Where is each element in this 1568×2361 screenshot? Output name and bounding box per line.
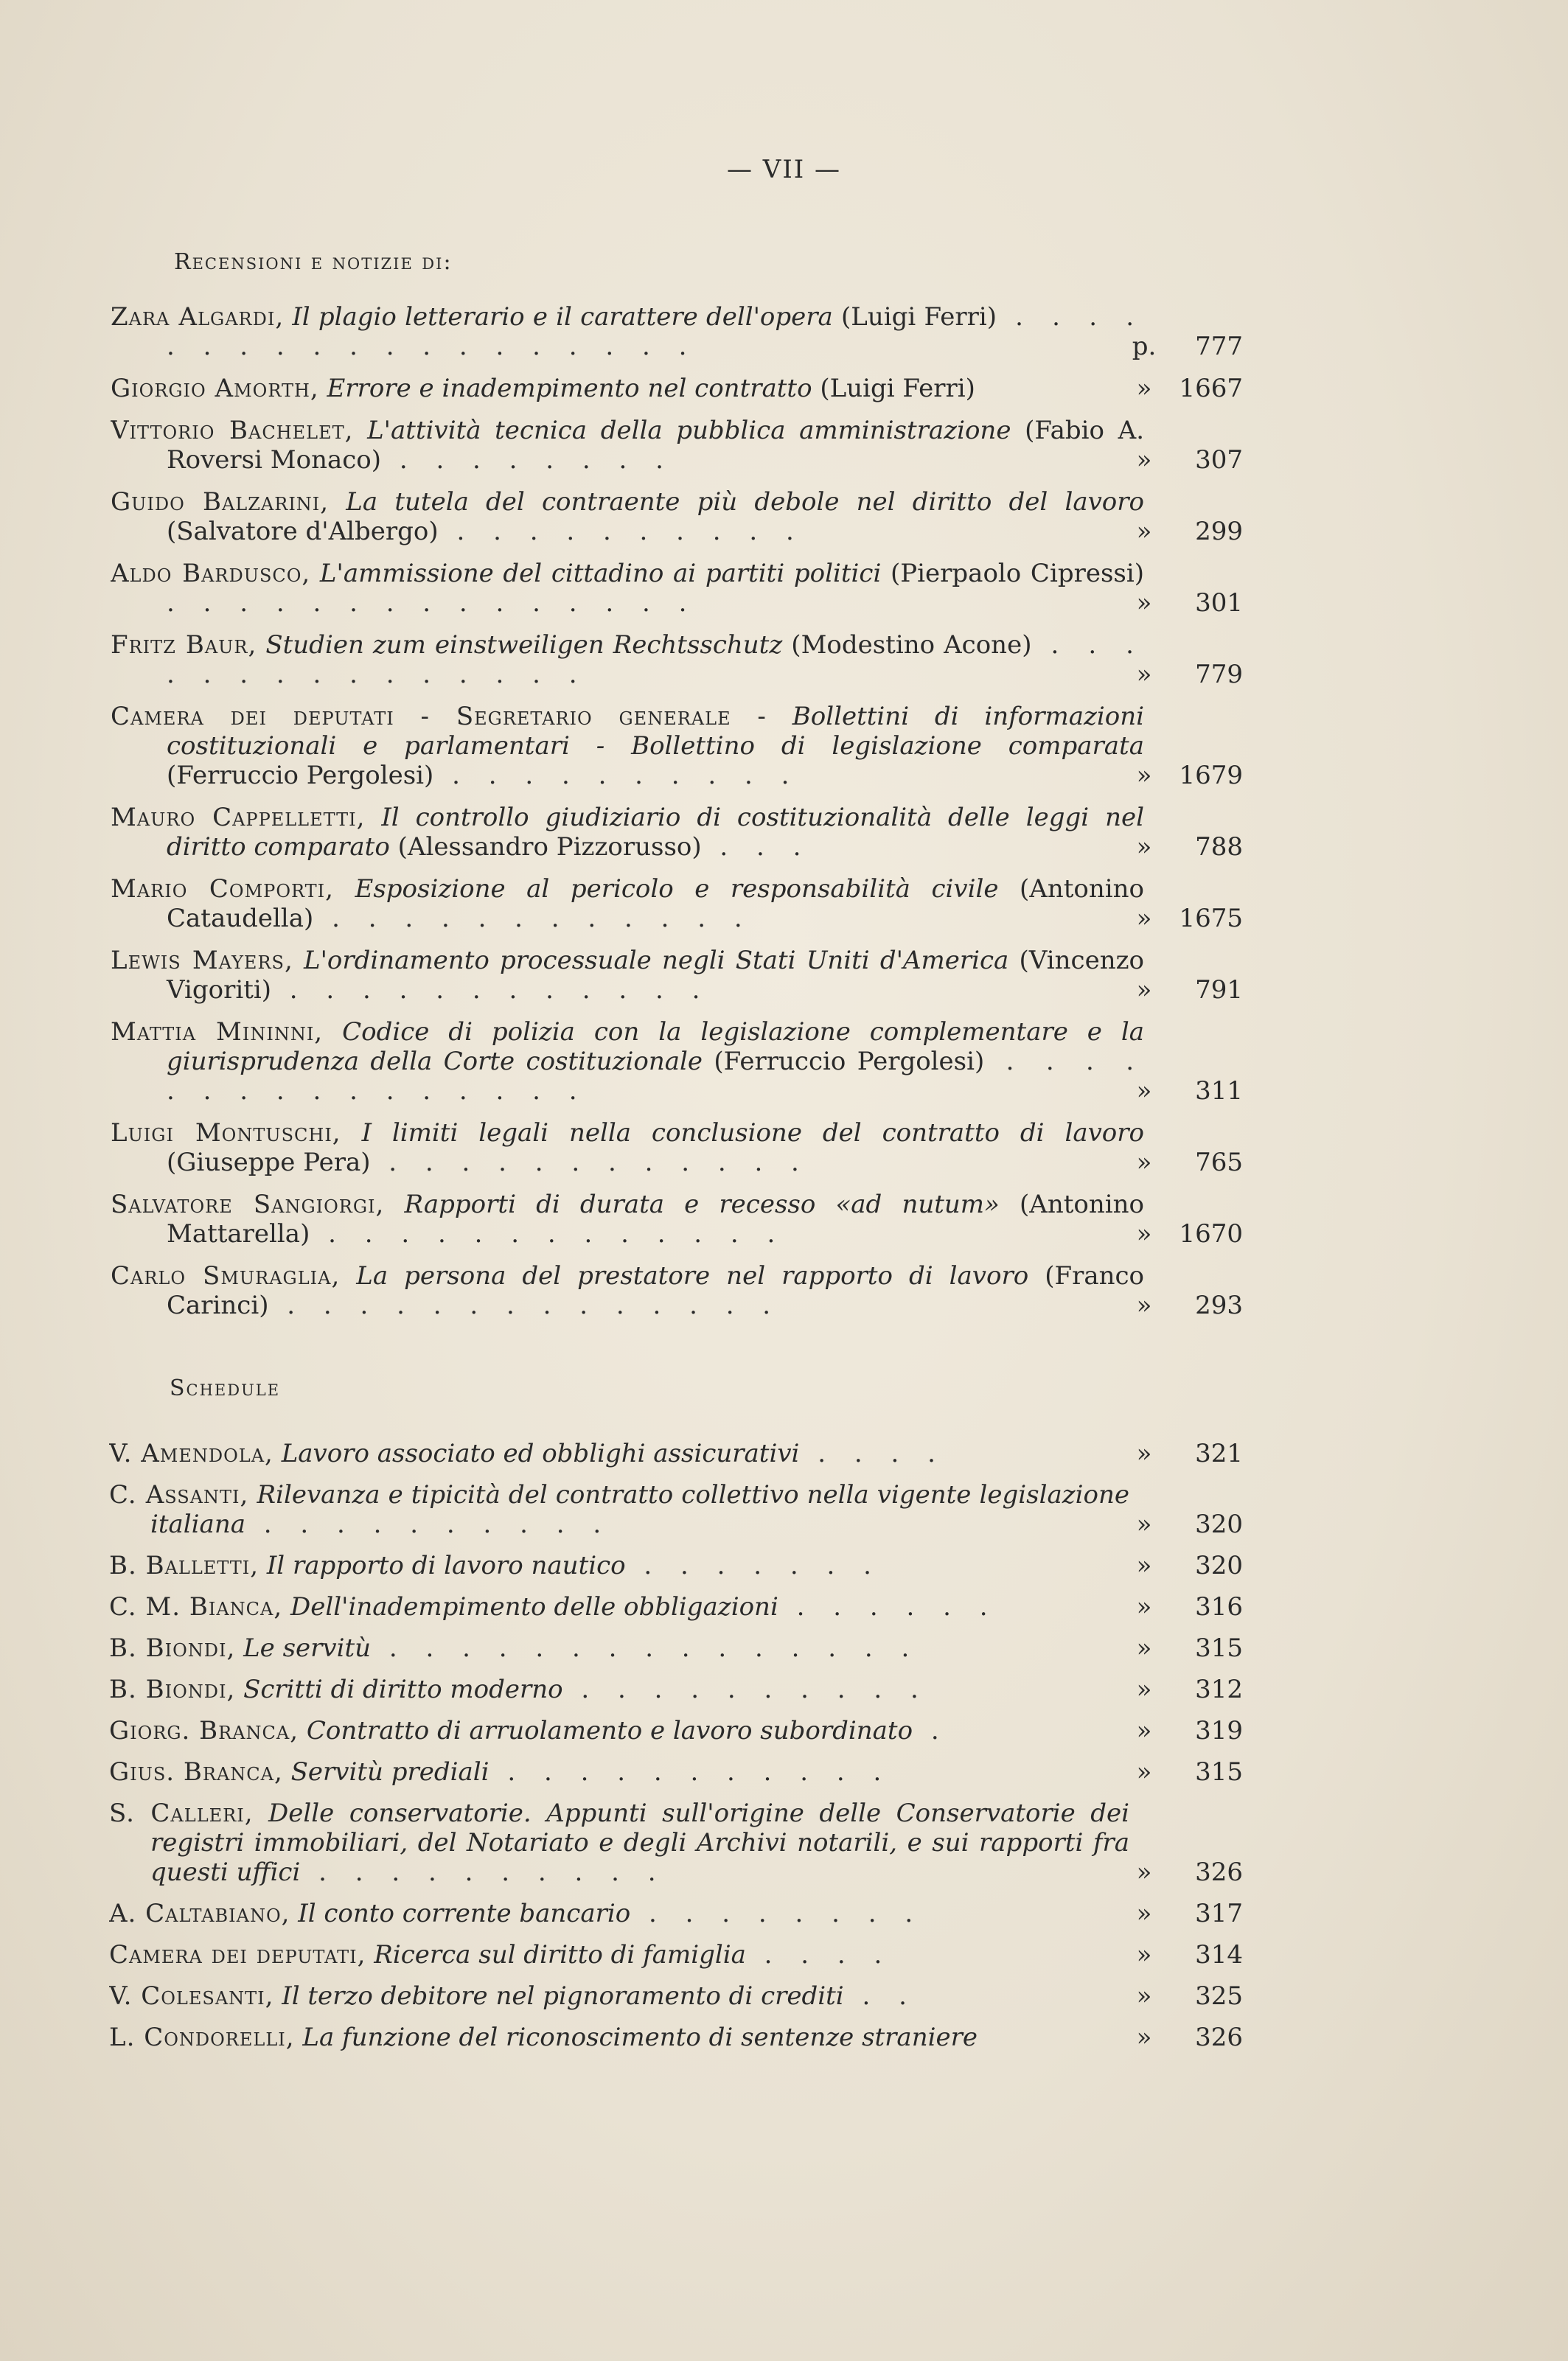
section-title-recensioni: Recensioni e notizie di: [174,249,453,275]
toc-entry [0,1757,1568,1787]
page-number: 314 [1195,1940,1243,1970]
entry-text [111,946,1144,1005]
entry-title: Servitù prediali [290,1757,489,1787]
toc-entry [0,874,1568,933]
toc-entry [0,559,1568,618]
page-prefix: » [1136,975,1152,1005]
entry-text [109,1551,1129,1580]
section-title-schedule: Schedule [170,1375,281,1401]
dot-leader: . . . . . . . . . . [300,1858,666,1887]
entry-title: Bollettini di informazioni costituzionali e parlamentari - Bollettino di legislazione comparata [167,702,1144,761]
entry-text [111,374,1144,403]
entry-text [111,416,1144,475]
toc-entry [0,1551,1568,1580]
entry-reviewer: (Fabio A. Roversi Monaco) [167,416,1144,475]
toc-entry [0,1633,1568,1663]
entry-text [111,874,1144,933]
dot-leader: . . . . . . . . . . [433,761,800,790]
page-number: 765 [1195,1148,1243,1177]
entry-reviewer: (Franco Carinci) [167,1261,1144,1320]
entry-title: Il rapporto di lavoro nautico [266,1551,626,1580]
dot-leader: . . . . . . . . . . . . . . [268,1291,781,1320]
entry-title: Le servitù [243,1633,372,1663]
entry-title: La tutela del contraente più debole nel diritto del lavoro [346,487,1144,517]
entry-title: Rilevanza e tipicità del contratto collettivo nella vigente legislazione italiana [150,1480,1129,1539]
entry-title: Codice di polizia con la legislazione complementare e la giurisprudenza della Corte costituzionale [167,1017,1144,1076]
page-prefix: » [1136,588,1152,618]
toc-entry [0,487,1568,546]
entry-title: Ricerca sul diritto di famiglia [374,1940,746,1970]
page-number: 320 [1195,1551,1243,1580]
page-number: 316 [1195,1592,1243,1622]
entry-title: Il controllo giudiziario di costituzionalità delle leggi nel diritto comparato [167,803,1144,862]
page-prefix: » [1136,1076,1152,1106]
dot-leader: . . . . . . . . [381,445,674,475]
page-prefix: » [1136,1716,1152,1746]
page-prefix: » [1136,832,1152,862]
page-number: 1679 [1179,761,1243,790]
dot-leader: . . . . . . . . . . . . . . . . [167,1047,1144,1106]
entry-title: Dell'inadempimento delle obbligazioni [290,1592,778,1622]
page-number: 777 [1195,332,1243,361]
entry-title: Lavoro associato ed obblighi assicurativi [281,1439,800,1468]
entry-author: B. Balletti, [109,1551,259,1580]
page-number: 1675 [1179,904,1243,933]
page-prefix: » [1136,1291,1152,1320]
dot-leader: . . . . [745,1940,893,1970]
page-number: 326 [1195,2023,1243,2052]
entry-title: L'attività tecnica della pubblica amministrazione [367,416,1011,445]
entry-title: L'ammissione del cittadino ai partiti politici [319,559,882,588]
page-prefix: » [1136,904,1152,933]
toc-entry [0,2023,1568,2052]
page-prefix: » [1136,1510,1152,1539]
entry-text [111,1017,1144,1106]
page-number: 319 [1195,1716,1243,1746]
page-number: 321 [1195,1439,1243,1468]
page-number: 1667 [1179,374,1243,403]
entry-author: Camera dei deputati - Segretario generale - [111,702,767,731]
entry-text [109,1675,1129,1704]
dot-leader: . . . . . . . . . . . . . [310,1219,786,1249]
page-number: 317 [1195,1899,1243,1928]
entry-text [109,1716,1129,1746]
page-number: 791 [1195,975,1243,1005]
entry-reviewer: (Alessandro Pizzorusso) [389,832,702,862]
entry-reviewer: (Salvatore d'Albergo) [167,517,439,546]
toc-entry [0,1439,1568,1468]
entry-author: Giorgio Amorth, [111,374,319,403]
entry-text [111,302,1144,361]
entry-author: C. M. Bianca, [109,1592,283,1622]
entry-author: V. Colesanti, [109,1981,274,2011]
page-number: 299 [1195,517,1243,546]
dot-leader: . . . . . . . . . . . . . . . [167,630,1144,689]
entry-author: Fritz Baur, [111,630,257,660]
entry-author: Mauro Cappelletti, [111,803,366,832]
toc-entry [0,1899,1568,1928]
page-prefix: » [1136,1899,1152,1928]
toc-entry [0,1190,1568,1249]
toc-entry [0,1716,1568,1746]
entry-reviewer: (Antonino Cataudella) [167,874,1144,933]
page-number: 293 [1195,1291,1243,1320]
page-number: 315 [1195,1633,1243,1663]
page-number: 779 [1195,660,1243,689]
entry-title: Rapporti di durata e recesso «ad nutum» [404,1190,1000,1219]
entry-title: Delle conservatorie. Appunti sull'origine delle Conservatorie dei registri immobiliari, del Notariato e degli Archivi notarili, e sui rapporti fra questi uffici [150,1799,1129,1887]
entry-text [111,559,1144,618]
entry-author: V. Amendola, [109,1439,273,1468]
page-number-header: — VII — [726,155,842,184]
entry-reviewer: (Pierpaolo Cipressi) [881,559,1144,588]
entry-text [109,1439,1129,1468]
entry-reviewer: (Antonino Mattarella) [167,1190,1144,1249]
dot-leader: . . . . [799,1439,946,1468]
entry-text [111,487,1144,546]
toc-entry [0,946,1568,1005]
entry-title: Esposizione al pericolo e responsabilità civile [355,874,999,904]
page-prefix: » [1136,1981,1152,2011]
entry-title: Contratto di arruolamento e lavoro subordinato [306,1716,913,1746]
entry-text [109,2023,1129,2052]
toc-entry [0,630,1568,689]
entry-author: A. Caltabiano, [109,1899,290,1928]
entry-reviewer: (Luigi Ferri) [832,302,997,332]
entry-reviewer: (Giuseppe Pera) [167,1148,371,1177]
entry-author: Salvatore Sangiorgi, [111,1190,385,1219]
schedule-list [0,1439,1568,2064]
entry-title: Il terzo debitore nel pignoramento di crediti [282,1981,844,2011]
page-number: 1670 [1179,1219,1243,1249]
entry-author: S. Calleri, [109,1799,254,1828]
page-number: 326 [1195,1858,1243,1887]
entry-text [109,1799,1129,1887]
dot-leader: . . . . . . . . . . [438,517,804,546]
entry-author: Zara Algardi, [111,302,285,332]
toc-entry [0,1480,1568,1539]
entry-author: Giorg. Branca, [109,1716,299,1746]
dot-leader: . . . . . . . . . . . . [313,904,753,933]
entry-author: Luigi Montuschi, [111,1118,341,1148]
page-prefix: » [1136,761,1152,790]
toc-entry [0,1118,1568,1177]
page-prefix: » [1136,1633,1152,1663]
entry-author: Carlo Smuraglia, [111,1261,341,1291]
dot-leader: . . . . . . . . . . . . [271,975,711,1005]
dot-leader: . . . . . . . . . . . . . . . [167,588,697,618]
entry-reviewer: (Ferruccio Pergolesi) [703,1047,985,1076]
entry-author: C. Assanti, [109,1480,249,1510]
page-number: 312 [1195,1675,1243,1704]
page-prefix: » [1136,445,1152,475]
dot-leader: . . . . . . . . . . . [489,1757,892,1787]
entry-author: Guido Balzarini, [111,487,330,517]
page-prefix: » [1136,517,1152,546]
entry-title: Scritti di diritto moderno [243,1675,563,1704]
toc-entry [0,1675,1568,1704]
recensioni-list [0,302,1568,1333]
page-prefix: » [1136,374,1152,403]
entry-text [109,1899,1129,1928]
toc-entry [0,1017,1568,1106]
dot-leader: . . . . . . . . [630,1899,924,1928]
page-prefix: » [1136,1675,1152,1704]
entry-text [111,1261,1144,1320]
page-number: 301 [1195,588,1243,618]
toc-entry [0,1261,1568,1320]
entry-title: Errore e inadempimento nel contratto [327,374,812,403]
entry-reviewer: (Modestino Acone) [782,630,1032,660]
entry-title: La persona del prestatore nel rapporto di lavoro [356,1261,1029,1291]
entry-text [109,1633,1129,1663]
entry-title: La funzione del riconoscimento di sentenze straniere [302,2023,978,2052]
page-number: 315 [1195,1757,1243,1787]
page-prefix: » [1136,1757,1152,1787]
page-prefix: » [1136,1592,1152,1622]
entry-author: L. Condorelli, [109,2023,295,2052]
entry-text [109,1592,1129,1622]
page-prefix: » [1136,660,1152,689]
toc-entry [0,1592,1568,1622]
entry-reviewer: (Ferruccio Pergolesi) [167,761,434,790]
page-prefix: » [1136,2023,1152,2052]
page-number: 320 [1195,1510,1243,1539]
entry-title: Il plagio letterario e il carattere dell'opera [292,302,833,332]
entry-author: Camera dei deputati, [109,1940,366,1970]
toc-entry [0,1981,1568,2011]
entry-author: Lewis Mayers, [111,946,293,975]
entry-author: Mattia Mininni, [111,1017,324,1047]
dot-leader: . . . . . . . . . . . . . . . . . . . [167,302,1144,361]
dot-leader: . . . . . . . . . . . . . . . [371,1633,920,1663]
toc-entry [0,803,1568,862]
entry-text [111,1190,1144,1249]
entry-text [109,1757,1129,1787]
dot-leader: . . . [701,832,812,862]
entry-reviewer: (Luigi Ferri) [812,374,975,403]
page-prefix: » [1136,1858,1152,1887]
entry-author: B. Biondi, [109,1633,236,1663]
entry-text [109,1480,1129,1539]
entry-author: B. Biondi, [109,1675,236,1704]
entry-text [111,702,1144,790]
page-prefix: » [1136,1219,1152,1249]
dot-leader: . . . . . . . . . . . . [370,1148,809,1177]
toc-entry [0,1940,1568,1970]
entry-author: Aldo Bardusco, [111,559,311,588]
page-prefix: » [1136,1148,1152,1177]
entry-author: Mario Comporti, [111,874,334,904]
dot-leader: . . [843,1981,917,2011]
entry-text [109,1940,1129,1970]
page-prefix: p. [1132,332,1157,361]
entry-reviewer: (Vincenzo Vigoriti) [167,946,1144,1005]
page-number: 311 [1195,1076,1243,1106]
entry-title: Studien zum einstweiligen Rechtsschutz [265,630,783,660]
entry-text [111,630,1144,689]
toc-entry [0,702,1568,790]
dot-leader: . . . . . . . [625,1551,882,1580]
toc-entry [0,302,1568,361]
page-number: 325 [1195,1981,1243,2011]
dot-leader: . . . . . . . . . . [562,1675,929,1704]
page-prefix: » [1136,1439,1152,1468]
entry-title: Il conto corrente bancario [298,1899,631,1928]
page-number: 307 [1195,445,1243,475]
dot-leader: . . . . . . . . . . [245,1510,612,1539]
toc-entry [0,416,1568,475]
dot-leader: . . . . . . [778,1592,998,1622]
entry-text [111,803,1144,862]
toc-entry [0,1799,1568,1887]
entry-title: I limiti legali nella conclusione del contratto di lavoro [361,1118,1144,1148]
dot-leader: . [913,1716,949,1746]
entry-author: Vittorio Bachelet, [111,416,354,445]
page-number: 788 [1195,832,1243,862]
entry-title: L'ordinamento processuale negli Stati Uniti d'America [303,946,1009,975]
entry-text [109,1981,1129,2011]
toc-entry [0,374,1568,403]
page-prefix: » [1136,1940,1152,1970]
page-prefix: » [1136,1551,1152,1580]
entry-text [111,1118,1144,1177]
entry-author: Gius. Branca, [109,1757,283,1787]
